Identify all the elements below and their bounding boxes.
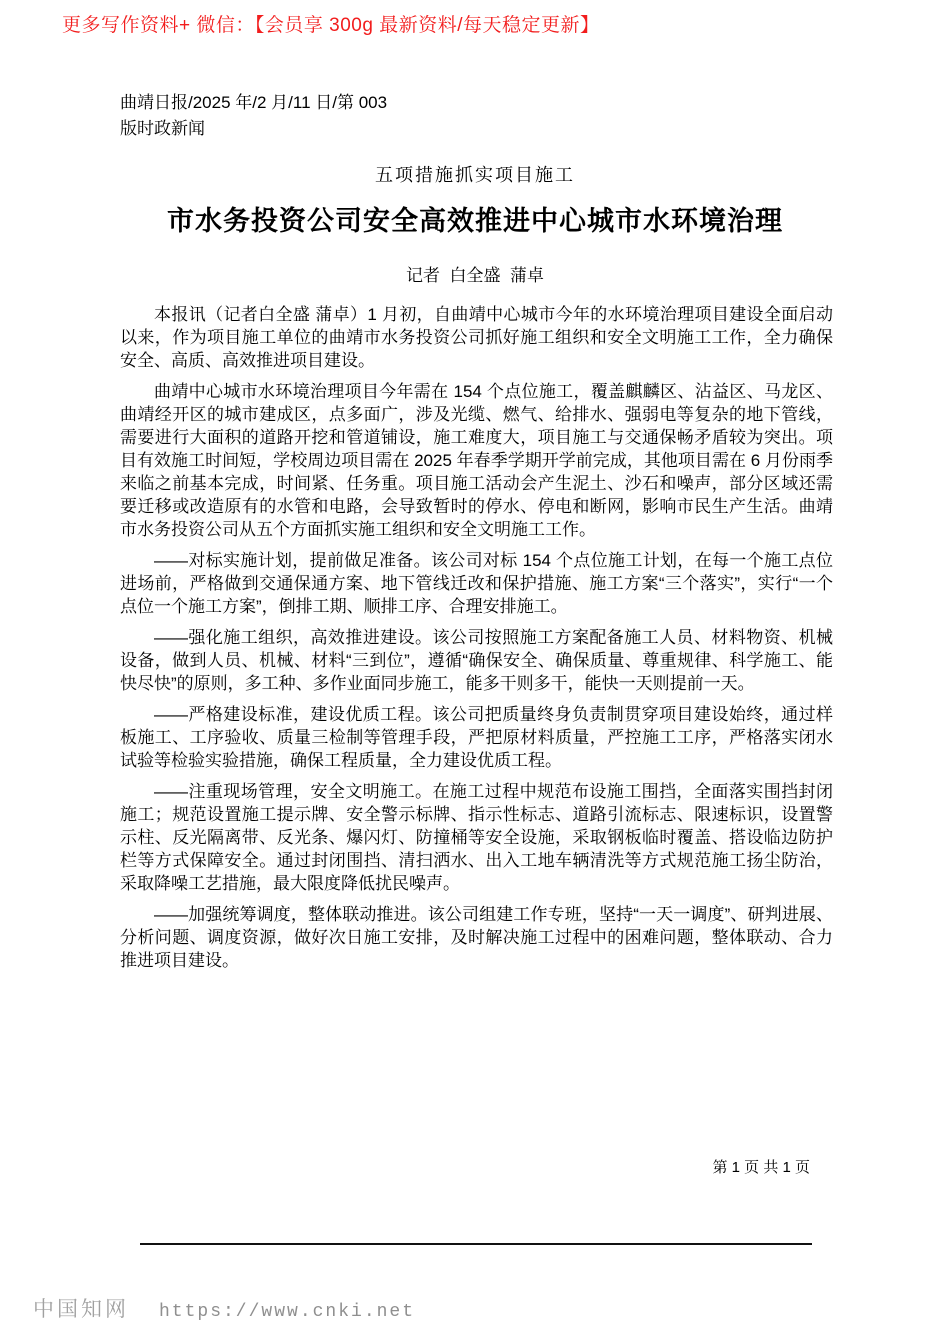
- page-number: 第 1 页 共 1 页: [712, 1159, 810, 1176]
- cnki-brand-text: 中国知网: [33, 1297, 129, 1321]
- article-byline: 记者 白全盛 蒲卓: [406, 266, 544, 285]
- footer-watermark: [33, 1293, 415, 1323]
- paragraph-overview: 曲靖中心城市水环境治理项目今年需在 154 个点位施工，覆盖麒麟区、沾益区、马龙区、曲靖经开区的城市建成区，点多面广，涉及光缆、燃气、给排水、强弱电等复杂的地下管线，需要进行大面积的道路开挖和管道铺设，施工难度大，项目施工与交通保畅矛盾较为突出。项目有效施工时间短，学校周边项目需在 2025 年春季学期开学前完成，其他项目需在 6 月份雨季来临之前基本完成，时间紧、任务重。项目施工活动会产生泥土、沙石和噪声，部分区域还需要迁移或改造原有的水管和电路，会导致暂时的停水、停电和断网，影响市民生产生活。曲靖市水务投资公司从五个方面抓实施工组织和安全文明施工工作。: [120, 382, 833, 539]
- paragraph-measure-1: ——对标实施计划，提前做足准备。该公司对标 154 个点位施工计划，在每一个施工点位进场前，严格做到交通保通方案、地下管线迁改和保护措施、施工方案“三个落实”，实行“一个点位一个施工方案”，倒排工期、顺排工序、合理安排施工。: [120, 551, 833, 616]
- cnki-url-text: https://www.cnki.net: [159, 1302, 416, 1322]
- paragraph-measure-4: ——注重现场管理，安全文明施工。在施工过程中规范布设施工围挡，全面落实围挡封闭施工；规范设置施工提示牌、安全警示标牌、指示性标志、道路引流标志、限速标识，设置警示柱、反光隔离带、反光条、爆闪灯、防撞桶等安全设施，采取钢板临时覆盖、搭设临边防护栏等方式保障安全。通过封闭围挡、清扫洒水、出入工地车辆清洗等方式规范施工扬尘防治，采取降噪工艺措施，最大限度降低扰民噪声。: [120, 782, 833, 893]
- article-title: 市水务投资公司安全高效推进中心城市水环境治理: [167, 206, 783, 236]
- article-kicker: 五项措施抓实项目施工: [375, 165, 575, 185]
- source-line-2: 版时政新闻: [120, 119, 205, 138]
- source-block: [120, 90, 387, 142]
- paragraph-measure-3: ——严格建设标准，建设优质工程。该公司把质量终身负责制贯穿项目建设始终，通过样板施工、工序验收、质量三检制等管理手段，严把原材料质量，严控施工工序，严格落实闭水试验等检验实验措施，确保工程质量，全力建设优质工程。: [120, 705, 833, 770]
- promo-header-text: 更多写作资料+ 微信：【会员享 300g 最新资料/每天稳定更新】: [62, 15, 600, 36]
- article-body: [120, 303, 833, 980]
- paragraph-lead: 本报讯（记者白全盛 蒲卓）1 月初，自曲靖中心城市今年的水环境治理项目建设全面启动以来，作为项目施工单位的曲靖市水务投资公司抓好施工组织和安全文明施工工作，全力确保安全、高质、高效推进项目建设。: [120, 305, 833, 370]
- paragraph-measure-2: ——强化施工组织，高效推进建设。该公司按照施工方案配备施工人员、材料物资、机械设备，做到人员、机械、材料“三到位”，遵循“确保安全、确保质量、尊重规律、科学施工、能快尽快”的原则，多工种、多作业面同步施工，能多干则多干，能快一天则提前一天。: [120, 628, 833, 693]
- paragraph-measure-5: ——加强统筹调度，整体联动推进。该公司组建工作专班，坚持“一天一调度”、研判进展、分析问题、调度资源，做好次日施工安排，及时解决施工过程中的困难问题，整体联动、合力推进项目建设。: [120, 905, 833, 970]
- source-line-1: 曲靖日报/2025 年/2 月/11 日/第 003: [120, 93, 388, 112]
- footer-divider-line: [140, 1243, 812, 1245]
